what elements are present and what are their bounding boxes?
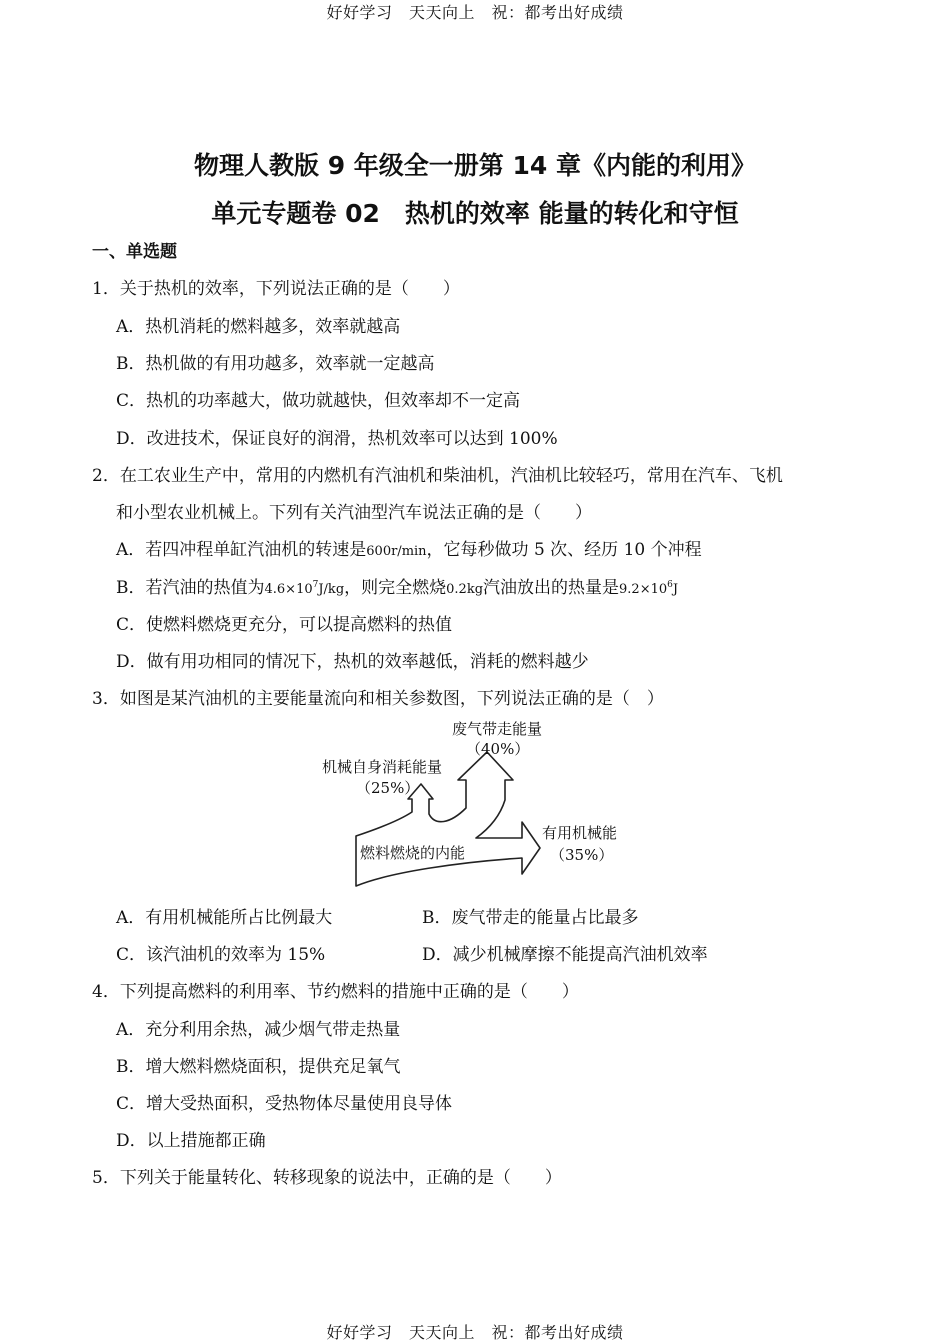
q2-b-text-3: 汽油放出的热量是 <box>483 578 620 598</box>
exhaust-percent: （40%） <box>466 740 530 758</box>
q1-option-d: D．改进技术，保证良好的润滑，热机效率可以达到 100% <box>116 429 558 449</box>
q2-b-text-2: ，则完全燃烧 <box>344 578 447 598</box>
q3-option-a: A．有用机械能所占比例最大 <box>116 908 333 928</box>
q2-b-exp-1: 7 <box>312 580 319 590</box>
q4-option-c: C．增大受热面积，受热物体尽量使用良导体 <box>116 1094 453 1114</box>
q2-option-c: C．使燃料燃烧更充分，可以提高燃料的热值 <box>116 615 453 635</box>
q3-option-b: B．废气带走的能量占比最多 <box>422 908 639 928</box>
title-line-1: 物理人教版 9 年级全一册第 14 章《内能的利用》 <box>193 151 756 180</box>
q2-b-unit-2: J <box>672 582 679 597</box>
q2-a-text-2: ，它每秒做功 5 次、经历 10 个冲程 <box>426 540 702 560</box>
q4-option-a: A．充分利用余热，减少烟气带走热量 <box>116 1020 401 1040</box>
q1-option-b: B．热机做的有用功越多，效率就一定越高 <box>116 354 435 374</box>
q1-option-c: C．热机的功率越大，做功就越快，但效率却不一定高 <box>116 391 521 411</box>
section-heading: 一、单选题 <box>92 242 177 262</box>
q2-b-heat-value: 4.6×10 <box>264 582 313 597</box>
title-line-2: 单元专题卷 02 热机的效率 能量的转化和守恒 <box>211 199 739 228</box>
q2-stem-line-2: 和小型农业机械上。下列有关汽油型汽车说法正确的是（ ） <box>116 503 592 523</box>
q3-option-c: C．该汽油机的效率为 15% <box>116 945 326 965</box>
q2-b-unit-1: J/kg <box>318 582 345 597</box>
q4-option-d: D．以上措施都正确 <box>116 1131 266 1151</box>
q2-a-speed: 600r/min <box>366 544 427 559</box>
q2-stem-line-1: 2．在工农业生产中，常用的内燃机有汽油机和柴油机，汽油机比较轻巧，常用在汽车、飞机 <box>92 466 783 486</box>
friction-percent: （25%） <box>356 779 420 797</box>
q1-option-a: A．热机消耗的燃料越多，效率就越高 <box>116 317 401 337</box>
q2-a-text-1: A．若四冲程单缸汽油机的转速是 <box>116 540 367 560</box>
page-footer: 好好学习 天天向上 祝：都考出好成绩 <box>326 1323 624 1342</box>
q2-b-mass: 0.2kg <box>446 582 484 597</box>
page-header: 好好学习 天天向上 祝：都考出好成绩 <box>326 3 624 22</box>
q2-b-text-1: B．若汽油的热值为 <box>116 578 265 598</box>
useful-energy-percent: （35%） <box>550 846 614 864</box>
q2-option-a <box>116 535 702 560</box>
input-energy-label: 燃料燃烧的内能 <box>360 844 466 862</box>
q4-stem: 4．下列提高燃料的利用率、节约燃料的措施中正确的是（ ） <box>92 982 579 1002</box>
q5-stem: 5．下列关于能量转化、转移现象的说法中，正确的是（ ） <box>92 1168 562 1188</box>
q3-option-d: D．减少机械摩擦不能提高汽油机效率 <box>422 945 708 965</box>
q2-option-b <box>116 573 678 598</box>
useful-energy-label: 有用机械能 <box>542 824 618 842</box>
q3-stem: 3．如图是某汽油机的主要能量流向和相关参数图，下列说法正确的是（ ） <box>92 689 664 709</box>
q2-b-exp-2: 6 <box>667 580 673 590</box>
energy-flow-diagram <box>300 712 660 894</box>
q4-option-b: B．增大燃料燃烧面积，提供充足氧气 <box>116 1057 401 1077</box>
q2-b-heat: 9.2×10 <box>619 582 668 597</box>
q1-stem: 1．关于热机的效率，下列说法正确的是（ ） <box>92 279 460 299</box>
exhaust-label: 废气带走能量 <box>452 720 543 738</box>
q2-option-d: D．做有用功相同的情况下，热机的效率越低，消耗的燃料越少 <box>116 652 589 672</box>
friction-label: 机械自身消耗能量 <box>322 758 443 776</box>
